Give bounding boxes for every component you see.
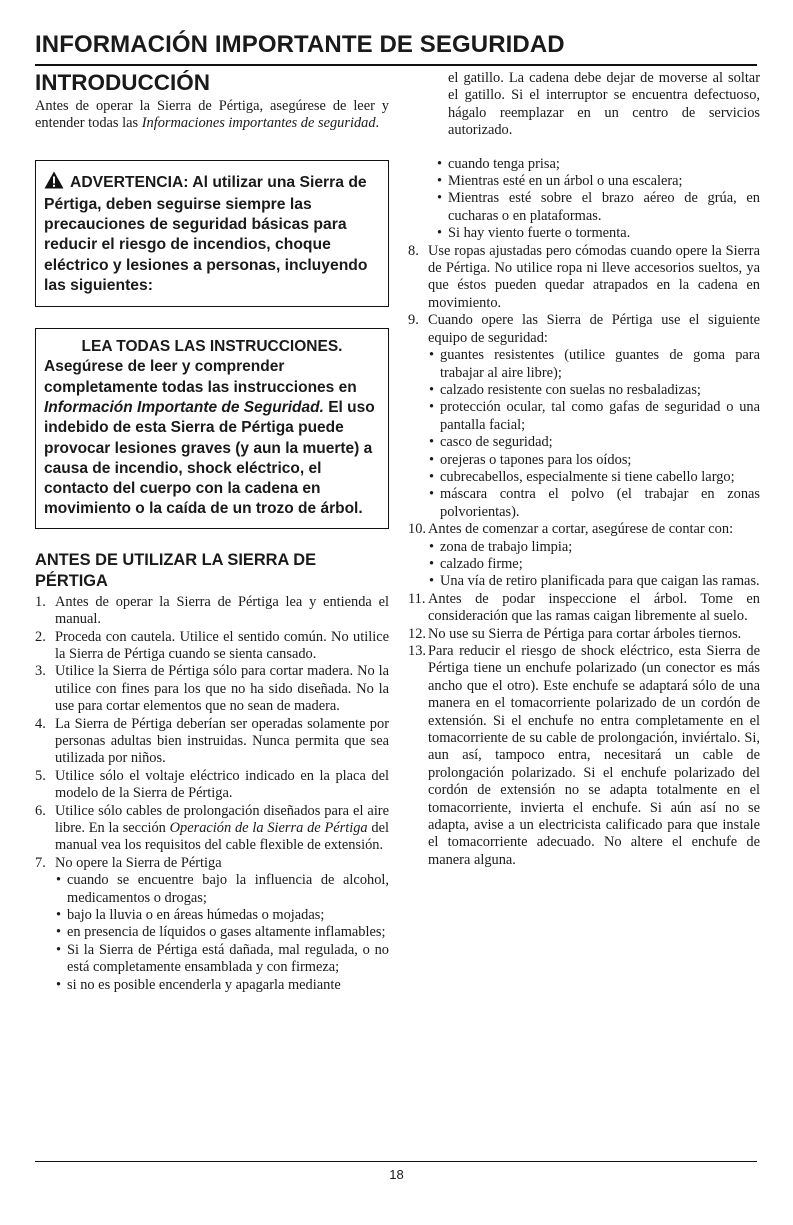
rule-number: 11.: [408, 590, 426, 607]
list-item: • calzado resistente con suelas no resbaladizas;: [428, 382, 760, 399]
read-text-italic: Información Importante de Seguridad.: [44, 398, 324, 416]
warning-text: ADVERTENCIA: Al utilizar una Sierra de Pértiga, deben seguirse siempre las precauciones de seguridad básicas para reducir el riesgo de incendios, choque eléctrico y lesiones a personas, incluyendo las siguientes:: [44, 173, 368, 294]
rule-number: 5.: [35, 767, 46, 784]
read-instructions-box: [35, 328, 389, 529]
rule-item: [408, 521, 760, 591]
rule-number: 7.: [35, 854, 46, 871]
rule-item: [408, 643, 760, 869]
list-item: • cuando se encuentre bajo la influencia de alcohol, medicamentos o drogas;: [55, 872, 389, 907]
rule-text: La Sierra de Pértiga deberían ser operadas solamente por personas adultas bien instruidas. Nunca permita que sea utilizada por niños.: [55, 715, 389, 767]
warning-triangle-icon: [44, 171, 64, 195]
page-header-title: INFORMACIÓN IMPORTANTE DE SEGURIDAD: [35, 31, 565, 58]
rule-item: [35, 855, 389, 994]
page-number: 18: [389, 1167, 404, 1182]
list-item: • guantes resistentes (utilice guantes de goma para trabajar al aire libre);: [428, 347, 760, 382]
list-item: • orejeras o tapones para los oídos;: [428, 452, 760, 469]
read-text-end: El uso indebido de esta Sierra de Pértiga puede provocar lesiones graves (y aun la muerte) a causa de incendio, shock eléctrico, el contacto del cuerpo con la cadena en movimiento o la caída de un trozo de árbol.: [44, 398, 375, 518]
read-instructions-text: [44, 357, 380, 519]
before-use-heading: ANTES DE UTILIZAR LA SIERRA DE PÉRTIGA: [35, 550, 317, 590]
rules-list-right: [408, 243, 760, 870]
rule-item: [408, 626, 760, 643]
rule-text: Utilice la Sierra de Pértiga sólo para cortar madera. No la utilice con fines para los que no ha sido diseñada. No la use para cortar elementos que no sean de madera.: [55, 663, 389, 715]
list-item: • cuando tenga prisa;: [436, 156, 760, 173]
rule9-bullets: [428, 347, 760, 521]
list-item: • cubrecabellos, especialmente si tiene cabello largo;: [428, 469, 760, 486]
rule10-bullets: [428, 539, 760, 591]
list-item: • Si la Sierra de Pértiga está dañada, mal regulada, o no está completamente ensamblada y con firmeza;: [55, 942, 389, 977]
intro-text: Antes de operar la Sierra de Pértiga, asegúrese de leer y entender todas las: [35, 98, 389, 132]
rule-item: [35, 803, 389, 855]
rule-item: [408, 312, 760, 521]
list-item: • casco de seguridad;: [428, 434, 760, 451]
rule-text: Utilice sólo cables de prolongación diseñados para el aire libre. En la sección: [55, 802, 389, 836]
rule-text: Antes de podar inspeccione el árbol. Tome en consideración que las ramas caigan libremente al suelo.: [428, 590, 760, 625]
footer-rule: [35, 1161, 757, 1162]
warning-box: [35, 160, 389, 307]
rule7-continued: el gatillo. La cadena debe dejar de moverse al soltar el gatillo. Si el interruptor se encuentra defectuoso, hágalo reemplazar en un centro de servicios autorizado.: [448, 70, 760, 139]
rule-number: 9.: [408, 312, 419, 329]
read-text-start: Asegúrese de leer y comprender completamente todas las instrucciones en: [44, 358, 357, 396]
rule-item: [35, 629, 389, 664]
list-item: • Mientras esté sobre el brazo aéreo de grúa, en cucharas o en plataformas.: [436, 190, 760, 225]
rule-item: [35, 594, 389, 629]
rule-text: No opere la Sierra de Pértiga: [55, 854, 222, 871]
list-item: • Si hay viento fuerte o tormenta.: [436, 225, 760, 242]
rule-number: 12.: [408, 625, 426, 642]
rule-number: 2.: [35, 628, 46, 645]
rule-item: [408, 591, 760, 626]
list-item: • si no es posible encenderla y apagarla mediante: [55, 977, 389, 994]
rule-number: 13.: [408, 643, 426, 659]
rules-list-left: [35, 594, 389, 994]
rule-text: Use ropas ajustadas pero cómodas cuando opere la Sierra de Pértiga. No utilice ropa ni lleve accesorios sueltos, ya que éstos pueden quedar atrapados en la cadena en movimiento.: [428, 242, 760, 311]
rule-number: 4.: [35, 715, 46, 732]
rule7-bullets-more: [436, 156, 760, 243]
rule-number: 1.: [35, 593, 46, 610]
read-instructions-title: LEA TODAS LAS INSTRUCCIONES.: [81, 338, 343, 356]
rule-text: Antes de comenzar a cortar, asegúrese de contar con:: [428, 521, 734, 538]
rule-text: Antes de operar la Sierra de Pértiga lea y entienda el manual.: [55, 593, 389, 628]
list-item: • calzado firme;: [428, 556, 760, 573]
right-column: [408, 70, 760, 869]
rule-text: Proceda con cautela. Utilice el sentido común. No utilice la Sierra de Pértiga cuando se sienta cansado.: [55, 628, 389, 662]
list-item: • Mientras esté en un árbol o una escalera;: [436, 173, 760, 190]
rule-item: [35, 768, 389, 803]
header-rule: [35, 64, 757, 66]
list-item: • Una vía de retiro planificada para que caigan las ramas.: [428, 573, 760, 590]
rule-text-end: del manual vea los requisitos del cable flexible de extensión.: [55, 819, 389, 854]
rule-text: Cuando opere las Sierra de Pértiga use el siguiente equipo de seguridad:: [428, 312, 760, 346]
rule-number: 10.: [408, 521, 426, 538]
intro-text-italic: Informaciones importantes de seguridad: [141, 115, 376, 132]
intro-text-end: .: [375, 115, 380, 132]
list-item: • zona de trabajo limpia;: [428, 539, 760, 556]
rule-item: [35, 716, 389, 768]
rule7-bullets: [55, 872, 389, 994]
rule-number: 6.: [35, 802, 46, 819]
list-item: • en presencia de líquidos o gases altamente inflamables;: [55, 924, 389, 941]
intro-paragraph: [35, 98, 389, 133]
rule-item: [35, 663, 389, 715]
list-item: • máscara contra el polvo (el trabajar en zonas polvorientas).: [428, 486, 760, 521]
list-item: • protección ocular, tal como gafas de seguridad o una pantalla facial;: [428, 399, 760, 434]
left-column: [35, 70, 389, 994]
rule-text: No use su Sierra de Pértiga para cortar árboles tiernos.: [428, 625, 742, 642]
list-item: • bajo la lluvia o en áreas húmedas o mojadas;: [55, 907, 389, 924]
rule-text-italic: Operación de la Sierra de Pértiga: [169, 819, 368, 836]
intro-heading: INTRODUCCIÓN: [35, 70, 210, 95]
rule-text: Para reducir el riesgo de shock eléctrico, esta Sierra de Pértiga tiene un enchufe polarizado (un conector es más ancho que el otro). Este enchufe se adaptará sólo de una manera en el tomacorriente polarizado de un cordón de extensión. Si el enchufe no entra completamente en el tomacorriente de su cable de prolongación, inviértalo. Si, aun así, tampoco entra, necesitará un cable de prolongación polarizado. Si el enchufe polarizado del cordón de extensión no se adapta totalmente en el tomacorriente, invierta el enchufe. Si aún así no se adapta, avise a un electricista calificado para que instale el tomacorriente adecuado. No altere el enchufe de manera alguna.: [428, 643, 760, 868]
rule-number: 3.: [35, 663, 46, 680]
rule-number: 8.: [408, 242, 419, 259]
rule-text: Utilice sólo el voltaje eléctrico indicado en la placa del modelo de la Sierra de Pértiga.: [55, 767, 389, 802]
rule-item: [408, 243, 760, 313]
